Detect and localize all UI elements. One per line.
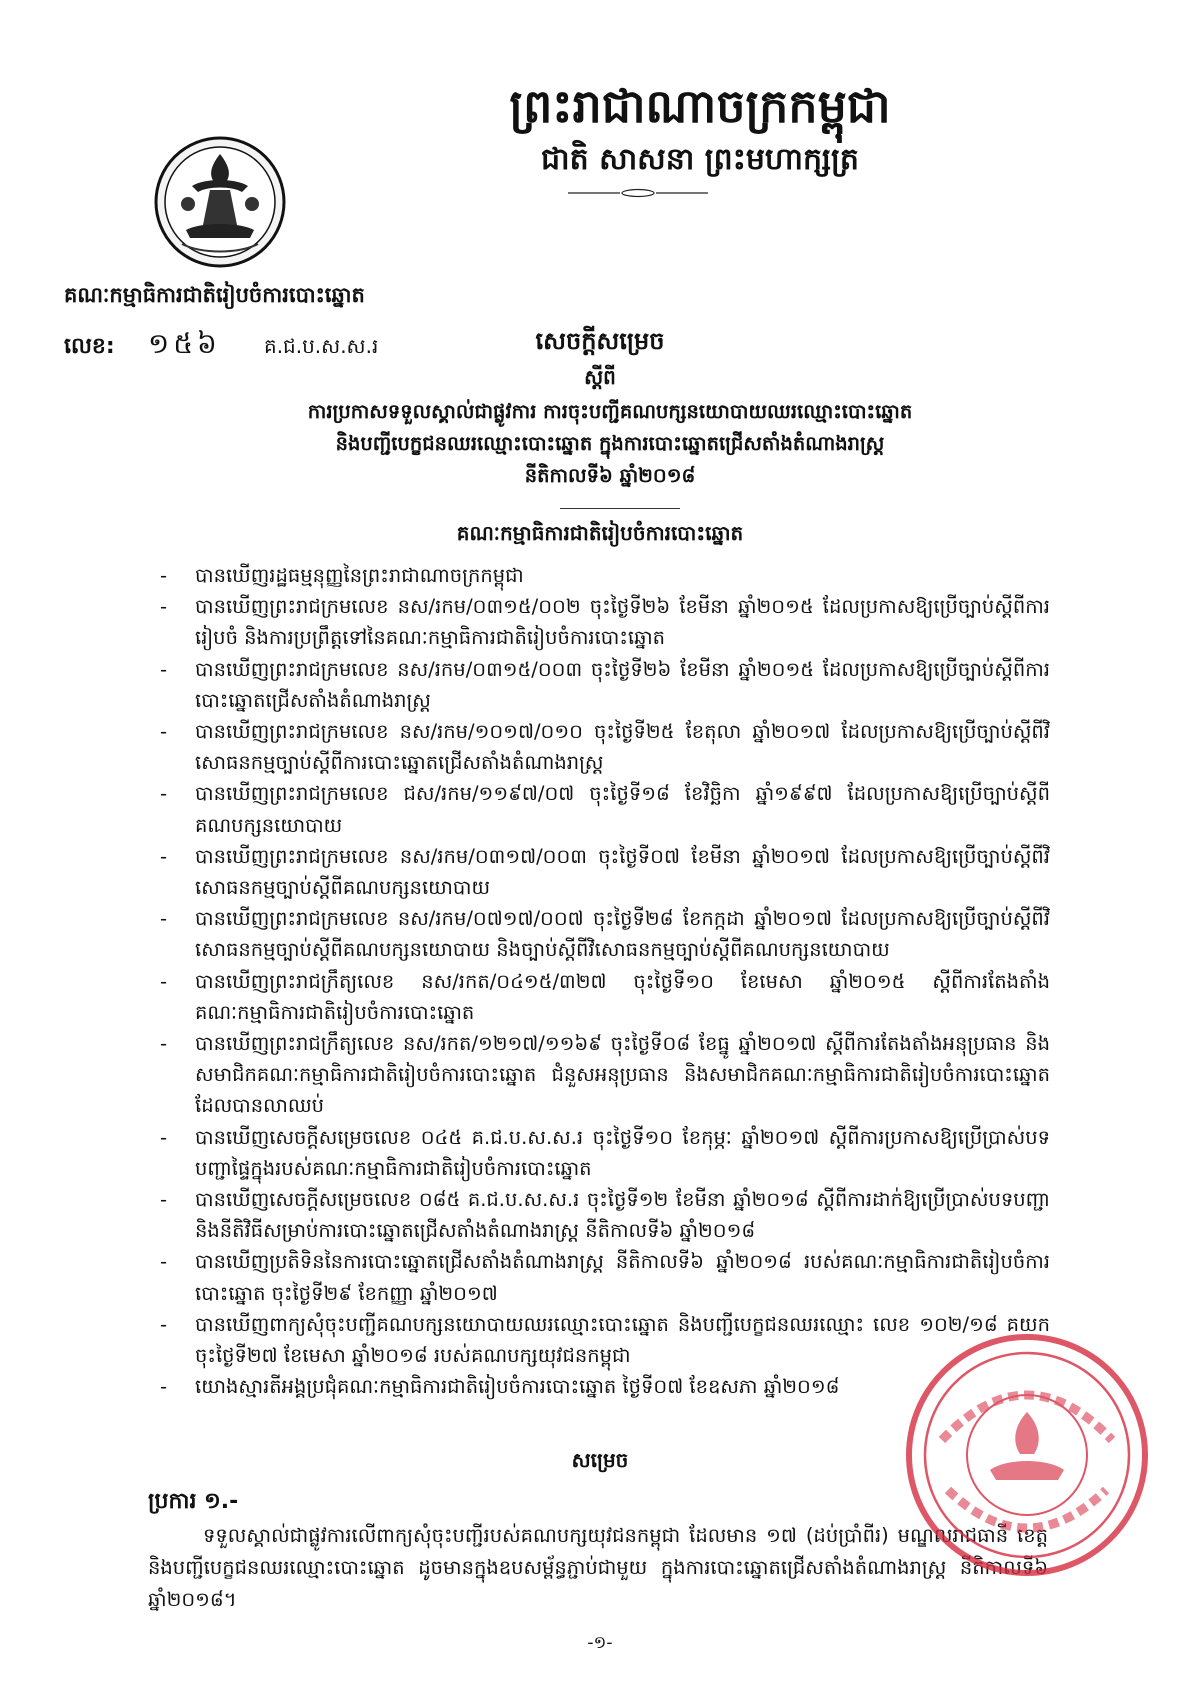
subject-on: ស្តីពី bbox=[584, 365, 616, 389]
article-1-title: ប្រការ ១.- bbox=[148, 1489, 239, 1514]
decision-subject bbox=[180, 396, 1040, 492]
heading-rule bbox=[560, 508, 680, 509]
consideration-item: - បានឃើញសេចក្តីសម្រេចលេខ ០៨៥ គ.ជ.ប.ស.ស.រ ចុះថ្ងៃទី១២ ខែមីនា ឆ្នាំ២០១៨ ស្តីពីការដាក់ឱ្យប្រើប្រាស់បទបញ្ជា និងនីតិវិធីសម្រាប់ការបោះឆ្នោតជ្រើសតាំងតំណាងរាស្ត្រ នីតិកាលទី៦ ឆ្នាំ២០១៨ bbox=[150, 1184, 1050, 1246]
subject-line-1: ការប្រកាសទទួលស្គាល់ជាផ្លូវការ ការចុះបញ្ជីគណបក្សនយោបាយឈរឈ្មោះបោះឆ្នោត bbox=[307, 400, 913, 423]
nec-emblem bbox=[152, 134, 288, 270]
subject-line-2: និងបញ្ជីបេក្ខជនឈរឈ្មោះបោះឆ្នោត ក្នុងការបោះឆ្នោតជ្រើសតាំងតំណាងរាស្ត្រ bbox=[335, 432, 885, 455]
reference-line bbox=[64, 326, 378, 367]
consideration-item: - បានឃើញព្រះរាជក្រមលេខ នស/រកម/០៣១៧/០០៣ ចុះថ្ងៃទី០៧ ខែមីនា ឆ្នាំ២០១៧ ដែលប្រកាសឱ្យប្រើច្បាប់ស្តីពីវិសោធនកម្មច្បាប់ស្តីពីគណបក្សនយោបាយ bbox=[150, 841, 1050, 903]
consideration-item: - យោងស្មារតីអង្គប្រជុំគណៈកម្មាធិការជាតិរៀបចំការបោះឆ្នោត ថ្ងៃទី០៧ ខែឧសភា ឆ្នាំ២០១៨ bbox=[150, 1371, 1050, 1402]
consideration-item: - បានឃើញពាក្យសុំចុះបញ្ជីគណបក្សនយោបាយឈរឈ្មោះបោះឆ្នោត និងបញ្ជីបេក្ខជនឈរឈ្មោះ លេខ ១០២/១៨ គយក ចុះថ្ងៃទី២៧ ខែមេសា ឆ្នាំ២០១៨ របស់គណបក្សយុវជនកម្ពុជា bbox=[150, 1309, 1050, 1371]
consideration-item: - បានឃើញព្រះរាជក្រមលេខ ជស/រកម/១១៩៧/០៧ ចុះថ្ងៃទី១៨ ខែវិច្ឆិកា ឆ្នាំ១៩៩៧ ដែលប្រកាសឱ្យប្រើច្បាប់ស្តីពីគណបក្សនយោបាយ bbox=[150, 778, 1050, 840]
consideration-item: - បានឃើញព្រះរាជក្រមលេខ នស/រកម/១០១៧/០១០ ចុះថ្ងៃទី២៥ ខែតុលា ឆ្នាំ២០១៧ ដែលប្រកាសឱ្យប្រើច្បាប់ស្តីពីវិសោធនកម្មច្បាប់ស្តីពីការបោះឆ្នោតជ្រើសតាំងតំណាងរាស្ត្រ bbox=[150, 716, 1050, 778]
consideration-item: - បានឃើញសេចក្តីសម្រេចលេខ ០៤៥ គ.ជ.ប.ស.ស.រ ចុះថ្ងៃទី១០ ខែកុម្ភៈ ឆ្នាំ២០១៧ ស្តីពីការប្រកាសឱ្យប្រើប្រាស់បទបញ្ជាផ្ទៃក្នុងរបស់គណៈកម្មាធិការជាតិរៀបចំការបោះឆ្នោត bbox=[150, 1122, 1050, 1184]
official-seal-stamp bbox=[902, 1330, 1152, 1580]
issuing-authority: គណៈកម្មាធិការជាតិរៀបចំការបោះឆ្នោត bbox=[64, 283, 365, 307]
subject-line-3: នីតិកាលទី៦ ឆ្នាំ២០១៨ bbox=[524, 464, 696, 487]
reference-number: ១៥៦ bbox=[148, 327, 221, 360]
decision-title: សេចក្តីសម្រេច bbox=[535, 327, 665, 355]
article-1-body: ទទួលស្គាល់ជាផ្លូវការលើពាក្យសុំចុះបញ្ជីរបស់គណបក្សយុវជនកម្ពុជា ដែលមាន ១៧ (ដប់ប្រាំពីរ) មណ្ឌលរាជធានី ខេត្ត និងបញ្ជីបេក្ខជនឈរឈ្មោះបោះឆ្នោត ដូចមានក្នុងឧបសម្ព័ន្ធភ្ជាប់ជាមួយ ក្នុងការបោះឆ្នោតជ្រើសតាំងតំណាងរាស្ត្រ នីតិកាលទី៦ ឆ្នាំ២០១៨។ bbox=[148, 1524, 1048, 1611]
kingdom-title: ព្រះរាជាណាចក្រកម្ពុជា bbox=[509, 79, 891, 133]
reference-code: គ.ជ.ប.ស.ស.រ bbox=[264, 334, 379, 358]
consideration-item: - បានឃើញរដ្ឋធម្មនុញ្ញនៃព្រះរាជាណាចក្រកម្ពុជា bbox=[150, 560, 1050, 591]
consideration-item: - បានឃើញព្រះរាជក្រឹត្យលេខ នស/រកត/១២១៧/១១៦៩ ចុះថ្ងៃទី០៨ ខែធ្នូ ឆ្នាំ២០១៧ ស្តីពីការតែងតាំងអនុប្រធាន និងសមាជិកគណៈកម្មាធិការជាតិរៀបចំការបោះឆ្នោត ជំនួសអនុប្រធាន និងសមាជិកគណៈកម្មាធិការជាតិរៀបចំការបោះឆ្នោត ដែលបានលាឈប់ bbox=[150, 1028, 1050, 1122]
consideration-item: - បានឃើញព្រះរាជក្រមលេខ នស/រកម/០៧១៧/០០៧ ចុះថ្ងៃទី២៨ ខែកក្កដា ឆ្នាំ២០១៧ ដែលប្រកាសឱ្យប្រើច្បាប់ស្តីពីវិសោធនកម្មច្បាប់ស្តីពីគណបក្សនយោបាយ និងច្បាប់ស្តីពីវិសោធនកម្មច្បាប់ស្តីពីគណបក្សនយោបាយ bbox=[150, 903, 1050, 965]
considerations-list bbox=[150, 560, 1050, 1402]
national-motto: ជាតិ សាសនា ព្រះមហាក្សត្រ bbox=[541, 142, 859, 177]
consideration-item: - បានឃើញព្រះរាជក្រឹត្យលេខ នស/រកត/០៤១៥/៣២៧ ចុះថ្ងៃទី១០ ខែមេសា ឆ្នាំ២០១៥ ស្តីពីការតែងតាំងគណៈកម្មាធិការជាតិរៀបចំការបោះឆ្នោត bbox=[150, 966, 1050, 1028]
ornament-divider bbox=[568, 188, 708, 198]
page-number: -១- bbox=[587, 1633, 613, 1653]
consideration-item: - បានឃើញព្រះរាជក្រមលេខ នស/រកម/០៣១៥/០០២ ចុះថ្ងៃទី២៦ ខែមីនា ឆ្នាំ២០១៥ ដែលប្រកាសឱ្យប្រើច្បាប់ស្តីពីការរៀបចំ និងការប្រព្រឹត្តទៅនៃគណៈកម្មាធិការជាតិរៀបចំការបោះឆ្នោត bbox=[150, 591, 1050, 653]
deciding-body: គណៈកម្មាធិការជាតិរៀបចំការបោះឆ្នោត bbox=[456, 521, 744, 545]
consideration-item: - បានឃើញព្រះរាជក្រមលេខ នស/រកម/០៣១៥/០០៣ ចុះថ្ងៃទី២៦ ខែមីនា ឆ្នាំ២០១៥ ដែលប្រកាសឱ្យប្រើច្បាប់ស្តីពីការបោះឆ្នោតជ្រើសតាំងតំណាងរាស្ត្រ bbox=[150, 654, 1050, 716]
reference-label: លេខ: bbox=[64, 334, 115, 359]
consideration-item: - បានឃើញប្រតិទិននៃការបោះឆ្នោតជ្រើសតាំងតំណាងរាស្ត្រ នីតិកាលទី៦ ឆ្នាំ២០១៨ របស់គណៈកម្មាធិការជាតិរៀបចំការបោះឆ្នោត ចុះថ្ងៃទី២៩ ខែកញ្ញា ឆ្នាំ២០១៧ bbox=[150, 1246, 1050, 1308]
decides-heading: សម្រេច bbox=[571, 1448, 629, 1472]
